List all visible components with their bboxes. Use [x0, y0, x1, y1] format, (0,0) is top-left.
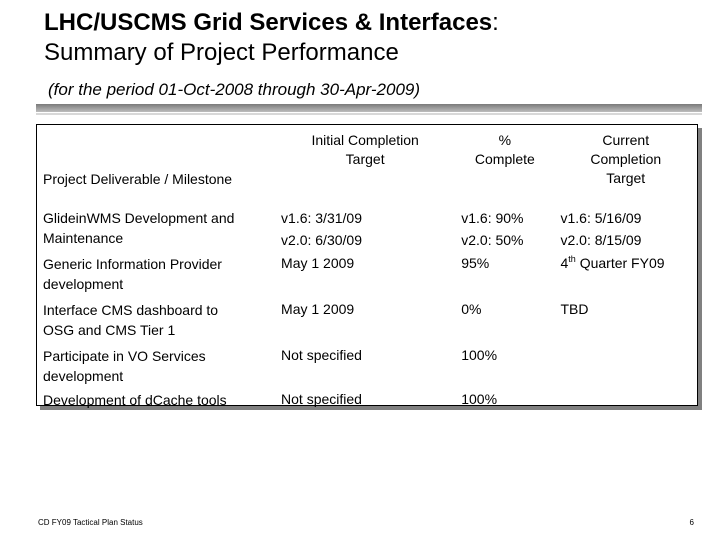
row-deliverable: Participate in VO Services development [43, 348, 206, 384]
slide-title [44, 8, 499, 68]
row-deliverable: Generic Information Provider development [43, 256, 222, 292]
performance-table-frame [36, 124, 698, 406]
header-current-target: Current Completion Target [590, 132, 662, 186]
row-initial-target: v1.6: 3/31/09 v2.0: 6/30/09 [281, 210, 362, 248]
row-current-target: 4th Quarter FY09 [560, 254, 665, 271]
table-row [37, 343, 697, 389]
row-percent-complete: 100% [461, 347, 498, 363]
header-percent-complete: % Complete [474, 132, 535, 167]
table-row [37, 251, 697, 297]
row-deliverable: Development of dCache tools [43, 392, 227, 408]
title-rule [36, 104, 702, 112]
title-rule-shadow [36, 113, 702, 115]
row-percent-complete: 0% [461, 301, 482, 317]
row-percent-complete: 100% [461, 391, 498, 407]
table-header-row [37, 125, 697, 203]
page-number: 6 [689, 518, 694, 527]
row-initial-target: Not specified [281, 391, 362, 407]
row-current-target: TBD [560, 301, 589, 317]
period-text: (for the period 01-Oct-2008 through 30-Apr-2009) [48, 80, 421, 99]
row-current-target [555, 343, 698, 389]
row-initial-target: Not specified [281, 347, 362, 363]
row-deliverable: Interface CMS dashboard to OSG and CMS Tier 1 [43, 302, 219, 338]
slide-subtitle: Summary of Project Performance [44, 39, 399, 66]
performance-table [37, 125, 697, 419]
row-initial-target: May 1 2009 [281, 255, 355, 271]
title-bold: LHC/USCMS Grid Services & Interfaces [44, 9, 493, 36]
row-current-target: v1.6: 5/16/09 v2.0: 8/15/09 [560, 210, 642, 248]
header-initial-target: Initial Completion Target [311, 132, 419, 167]
header-deliverable: Project Deliverable / Milestone [43, 171, 233, 187]
footer-label: CD FY09 Tactical Plan Status [38, 518, 143, 527]
table-row [37, 389, 697, 419]
row-percent-complete: v1.6: 90% v2.0: 50% [461, 210, 524, 248]
title-colon: : [492, 9, 499, 36]
table-row [37, 203, 697, 251]
table-row [37, 297, 697, 343]
row-initial-target: May 1 2009 [281, 301, 355, 317]
row-percent-complete: 95% [461, 255, 490, 271]
row-deliverable: GlideinWMS Development and Maintenance [43, 210, 235, 246]
row-current-target [555, 389, 698, 419]
